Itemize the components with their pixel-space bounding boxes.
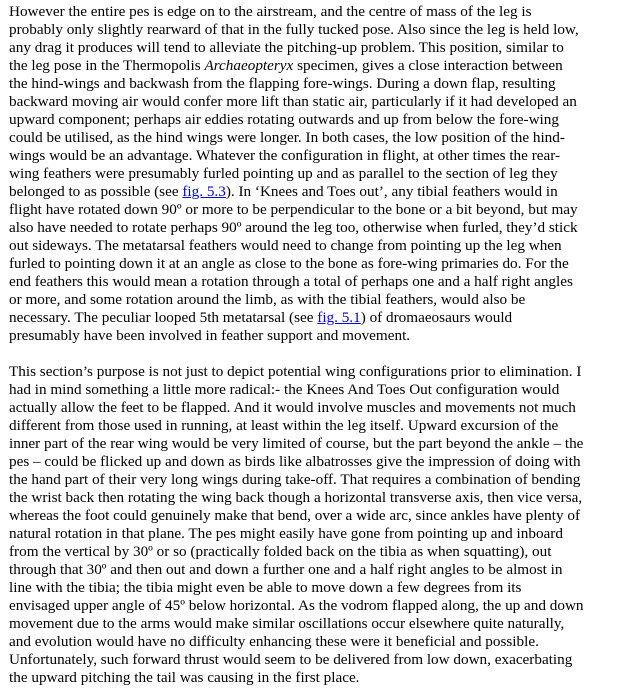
text-line: presumably have been involved in feather support and movement.	[9, 327, 411, 344]
text-line: upward component; perhaps air eddies rotating outwards and up from below the fore-wing	[9, 111, 559, 128]
text-line	[9, 57, 617, 75]
text-line: the wrist back then rotating the wing back though a horizontal transverse axis, then vice versa,	[9, 489, 583, 506]
text-line	[9, 183, 617, 201]
text-line: This section’s purpose is not just to depict potential wing configurations prior to elimination. I	[9, 363, 582, 380]
text-line: actually allow the feet to be flapped. And it would involve muscles and movements not much	[9, 399, 576, 416]
paragraph-2	[9, 363, 617, 687]
text-line: whereas the foot could genuinely make that bend, over a wide arc, since ankles have plenty of	[9, 507, 581, 524]
text-line: or more, and some rotation around the limb, as with the tibial feathers, would also be	[9, 291, 526, 308]
text-line: furled to pointing down it at an angle as close to the bone as fore-wing primaries do. For the	[9, 255, 569, 272]
text-line: However the entire pes is edge on to the airstream, and the centre of mass of the leg is	[9, 3, 532, 20]
text-line: inner part of the rear wing would be very limited of course, but the part beyond the ankle – the	[9, 435, 584, 452]
text-line: out sideways. The metatarsal feathers would need to change from pointing up the leg when	[9, 237, 562, 254]
text-line	[9, 309, 617, 327]
text-line: any drag it produces will tend to alleviate the pitching-up problem. This position, similar to	[9, 39, 564, 56]
text-line: the upward pitching the tail was causing in the first place.	[9, 669, 360, 686]
text-line: through that 30º and then out and down a further one and a half right angles to be almost in	[9, 561, 563, 578]
figure-5-3-link[interactable]: fig. 5.3	[182, 183, 226, 200]
text-run: ) of dromaeosaurs would	[360, 309, 513, 326]
text-run: ). In ‘Knees and Toes out’, any tibial feathers would in	[225, 183, 558, 200]
text-run: the leg pose in the Thermopolis	[9, 57, 205, 74]
text-line: backward moving air would confer more lift than static air, particularly if it had developed an	[9, 93, 577, 110]
italic-taxon-name: Archaeopteryx	[204, 57, 294, 74]
text-line: Unfortunately, such forward thrust would seem to be delivered from low down, exacerbating	[9, 651, 573, 668]
text-line: pes – could be flicked up and down as birds like albatrosses give the impression of doing with	[9, 453, 581, 470]
text-line: wings would be an advantage. Whatever the configuration in flight, at other times the rear-	[9, 147, 561, 164]
text-run: necessary. The peculiar looped 5th metatarsal (see	[9, 309, 318, 326]
text-line: wing feathers were presumably furled pointing up and as parallel to the section of leg they	[9, 165, 558, 182]
figure-5-1-link[interactable]: fig. 5.1	[317, 309, 361, 326]
text-line: different from those used in running, at least within the leg itself. Upward excursion of the	[9, 417, 559, 434]
text-line: flight have rotated down 90º or more to be perpendicular to the bone or a bit beyond, but may	[9, 201, 578, 218]
text-line: and evolution would have no difficulty enhancing these were it beneficial and possible.	[9, 633, 539, 650]
text-line: the hind-wings and backwash from the flapping fore-wings. During a down flap, resulting	[9, 75, 556, 92]
text-line: also have needed to rotate perhaps 90º around the leg too, otherwise when furled, they’d stick	[9, 219, 578, 236]
text-line: end feathers this would mean a rotation through a total of perhaps one and a half right angles	[9, 273, 573, 290]
paragraph-1	[9, 3, 617, 345]
text-line: natural rotation in that plane. The pes might easily have gone from pointing up and inboard	[9, 525, 563, 542]
text-line: movement due to the arms would make similar oscillations occur elsewhere quite naturally,	[9, 615, 565, 632]
text-line: probably only slightly rearward of that in the fully tucked pose. Also since the leg is held low,	[9, 21, 579, 38]
text-line: the hand part of their very long wings during take-off. That requires a combination of bending	[9, 471, 581, 488]
text-run: belonged to as possible (see	[9, 183, 183, 200]
text-line: envisaged upper angle of 45º below horizontal. As the vodrom flapped along, the up and down	[9, 597, 584, 614]
text-line: could be utilised, as the hind wings were longer. In both cases, the low position of the hind-	[9, 129, 565, 146]
text-run: specimen, gives a close interaction between	[293, 57, 563, 74]
text-line: had in mind something a little more radical:- the Knees And Toes Out configuration would	[9, 381, 560, 398]
text-line: from the vertical by 30º or so (practically folded back on the tibia as when squatting), out	[9, 543, 552, 560]
text-line: line with the tibia; the tibia might even be able to move down a few degrees from its	[9, 579, 522, 596]
